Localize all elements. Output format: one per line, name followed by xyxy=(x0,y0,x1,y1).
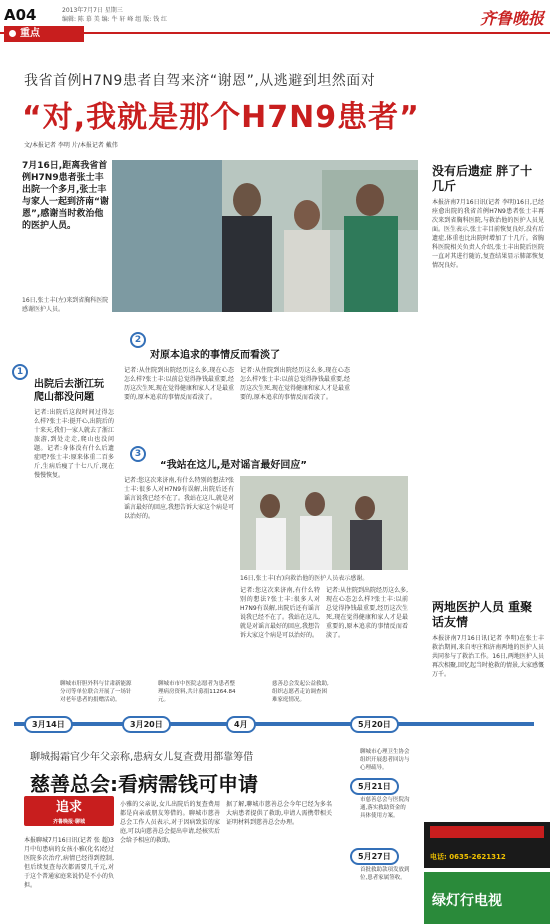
photo-caption: 16日,张士丰(左)来到省胸科医院感谢医护人员。 xyxy=(22,297,109,313)
brand-logo: 齐鲁晚报 xyxy=(479,9,544,28)
bottom-body-3: 据了解,聊城市慈善总会今年已经为多名大病患者提供了救助,申请人需携带相关证明材料到慈善总会办理。 xyxy=(226,801,332,826)
section-2-body: 记者:从住院到出院经历这么多,现在心态怎么样?张士丰:以前总觉得挣钱最重要,经历这次生死,现在觉得健康和家人才是最重要的,原本追求的事情反而看淡了。 xyxy=(124,367,234,401)
timeline-line xyxy=(14,722,534,726)
section-3-body-cont-2: 记者:从住院到出院经历这么多,现在心态怎么样?张士丰:以前总觉得挣钱最重要,经历这次生死,现在觉得健康和家人才是最重要的,原本追求的事情反而看淡了。 xyxy=(326,587,408,639)
byline: 文/本报记者 李明 片/本报记者 戴伟 xyxy=(24,142,118,149)
bottom-kicker: 聊城揭霜官少年父亲称,患病女儿复查费用都靠筹借 xyxy=(30,752,254,763)
page-number: A04 xyxy=(4,6,37,24)
section-3-title: “我站在这儿,是对谣言最好回应” xyxy=(160,460,307,471)
ad-banner xyxy=(430,826,544,838)
main-kicker: 我省首例H7N9患者自驾来济“谢恩”,从逃避到坦然面对 xyxy=(24,73,376,89)
section-number-3: 3 xyxy=(130,446,146,462)
section-3-body-cont: 记者:您这次来济南,有什么特别的想法?张士丰:很多人对H7N9有误解,出院后还有谣言说我已经不在了。我站在这儿,就是对谣言最好的回应,我想告诉大家这个病是可以治好的。 xyxy=(240,587,320,639)
timeline-note-3: 慈善总会发起公益救助,组织志愿者走访调查困难家庭情况。 xyxy=(272,681,329,703)
timeline-note-4: 聊城市心理卫生协会组织开展患者回访与心理疏导。 xyxy=(360,749,410,771)
bottom-body-1: 本报聊城7月16日讯(记者 张 超)3月中旬患病的女孩小雅(化名)经过医院多次治疗,病情已经得到控制,但后续复查每次都需要几千元,对于这个普通家庭来说仍是不小的负担。 xyxy=(24,837,114,889)
timeline-date-5: 5月21日 xyxy=(350,778,399,795)
section-3-body: 记者:您这次来济南,有什么特别的想法?张士丰:很多人对H7N9有误解,出院后还有谣言说我已经不在了。我站在这儿,就是对谣言最好的回应,我想告诉大家这个病是可以治好的。 xyxy=(124,477,234,520)
ad-phone: 电话: 0635-2621312 xyxy=(430,853,506,861)
advertisement-1[interactable] xyxy=(424,822,550,868)
timeline-note-5: 市慈善总会与医院沟通,落实救助资金的具体使用方案。 xyxy=(360,797,410,819)
section-1-title: 出院后去浙江玩 爬山都没问题 xyxy=(34,379,104,403)
timeline-note-1: 聊城市肝胆外科与甘肃新能源分司等单位联合开展了一场针对老年患者的捐赠活动。 xyxy=(60,681,132,703)
date-line xyxy=(62,6,167,24)
ad-brand: 绿灯行电视 xyxy=(432,893,502,909)
section-number-1: 1 xyxy=(12,364,28,380)
section-2-body-cont: 记者:从住院到出院经历这么多,现在心态怎么样?张士丰:以前总觉得挣钱最重要,经历这次生死,现在觉得健康和家人才是最重要的,原本追求的事情反而看淡了。 xyxy=(240,367,350,401)
timeline-note-6: 首批救助款项发放到位,患者家属签收。 xyxy=(360,867,410,881)
timeline-date-4: 5月20日 xyxy=(350,716,399,733)
section-label: 重点 xyxy=(4,26,84,42)
column-logo-sub: 齐鲁晚报·聊城 xyxy=(53,819,85,825)
column-logo-text: 追求 xyxy=(55,800,82,815)
side-body-2: 本报济南7月16日讯(记者 李明)在张士丰救治期间,来自枣庄和济南两地的医护人员共同参与了救治工作。16日,两地医护人员再次相聚,回忆起当时抢救的情景,大家感慨万千。 xyxy=(432,635,544,678)
section-2-title: 对原本追求的事情反而看淡了 xyxy=(150,350,280,361)
side-body-1: 本报济南7月16日讯(记者 李明)16日,已经痊愈出院的我省首例H7N9患者张士丰再次来到省胸科医院,与救治他的医护人员见面。医生表示,张士丰目前恢复良好,没有后遗症,体重也比出院时增加了十几斤。省胸科医院相关负责人介绍,张士丰出院后医院一直对其进行随访,复查结果显示肺部恢复情况良好。 xyxy=(432,199,544,269)
column-logo xyxy=(24,796,114,826)
main-photo-figures xyxy=(112,160,418,312)
lead-paragraph: 7月16日,距离我省首例H7N9患者张士丰出院一个多月,张士丰与家人一起到济南“谢恩”,感谢当时救治他的医护人员。 xyxy=(22,161,109,231)
secondary-photo xyxy=(240,476,408,570)
timeline-date-1: 3月14日 xyxy=(24,716,73,733)
bottom-headline: 慈善总会:看病需钱可申请 xyxy=(30,772,258,796)
timeline-date-2: 3月20日 xyxy=(122,716,171,733)
secondary-photo-figures xyxy=(240,476,408,570)
main-headline: “对,我就是那个H7N9患者” xyxy=(22,100,420,135)
main-photo xyxy=(112,160,418,312)
timeline-date-3: 4月 xyxy=(226,716,256,733)
side-title-2: 两地医护人员 重聚话友情 xyxy=(432,600,533,629)
bottom-body-2: 小雅的父亲说,女儿出院后的复查费用都是向亲戚朋友筹借的。聊城市慈善总会工作人员表示,对于因病致贫的家庭,可以向慈善总会提出申请,经核实后会给予相应的救助。 xyxy=(120,801,220,844)
section-1-body: 记者:出院后这段时间过得怎么样?张士丰:挺开心,出院后的十来天,我们一家人就去了浙江旅游,到处走走,爬山也没问题。记者:身体没有什么后遗症吧?张士丰:原来体重二百多斤,生病后瘦了十七八斤,现在慢慢恢复。 xyxy=(34,409,114,479)
editor-text: 编辑: 陈 慕 美 编: 牛 轩 峰 组 版: 钱 红 xyxy=(62,16,168,23)
side-title-1: 没有后遗症 胖了十几斤 xyxy=(432,164,533,193)
date-text: 2013年7月7日 星期三 xyxy=(62,7,123,14)
timeline-note-2: 聊城市市中医院志愿者为患者整理病房资料,共计募捐11264.84元。 xyxy=(158,681,236,703)
secondary-photo-caption: 16日,张士丰(右)向救治他的医护人员表示感谢。 xyxy=(240,575,369,582)
advertisement-2[interactable] xyxy=(424,872,550,924)
section-number-2: 2 xyxy=(130,332,146,348)
timeline-date-6: 5月27日 xyxy=(350,848,399,865)
